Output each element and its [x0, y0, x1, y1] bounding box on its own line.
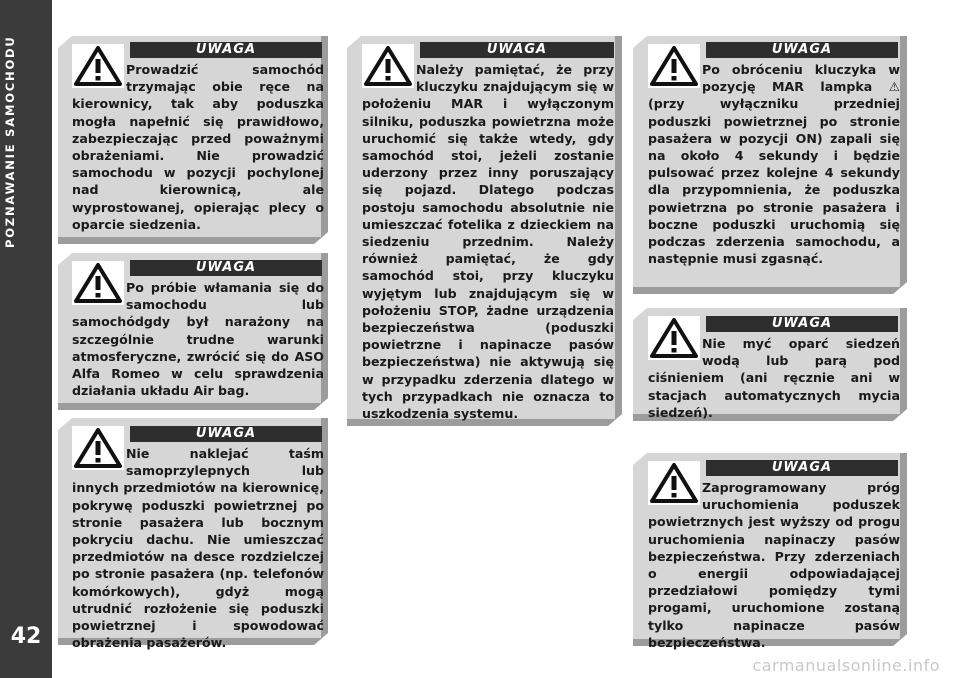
- warning-text: Prowadzić samochód trzymając obie ręce na kierownicy, tak aby poduszka mogła napełnić się prawidłowo, zabezpieczając przed poważnymi obrażeniami. Nie prowadzić samochodu w pozycji pochylonej nad kierownicą, ale wyprostowanej, opierając plecy o oparcie siedzenia.: [72, 62, 324, 232]
- warning-heading: UWAGA: [706, 316, 898, 332]
- warning-text: Po obróceniu kluczyka w pozycję MAR lampka ⚠ (przy wyłączniku przedniej poduszki powietrznej po stronie pasażera w pozycji ON) zapali się na około 4 sekundy i będzie pulsować przez kolejne 4 sekundy dla przypomnienia, że poduszka powietrzna po stronie pasażera i boczne poduszki uruchomią się podczas zderzenia samochodu, a następnie musi zgasnąć.: [648, 62, 900, 267]
- warning-heading: UWAGA: [706, 460, 898, 476]
- watermark: carmanualsonline.info: [752, 656, 940, 675]
- warning-heading: UWAGA: [130, 42, 322, 58]
- warning-heading: UWAGA: [130, 426, 322, 442]
- warning-text: Nie myć oparć siedzeń wodą lub parą pod ciśnieniem (ani ręcznie ani w stacjach automatycznych mycia siedzeń).: [648, 336, 900, 420]
- side-strip: [0, 0, 52, 678]
- section-title: POZNAWANIE SAMOCHODU: [3, 35, 17, 248]
- warning-text: Po próbie włamania się do samochodu lub samochódgdy był narażony na szczególnie trudne warunki atmosferyczne, zwrócić się do ASO Alfa Romeo w celu sprawdzenia działania układu Air bag.: [72, 280, 324, 399]
- warning-text: Należy pamiętać, że przy kluczyku znajdującym się w położeniu MAR i wyłączonym silniku, poduszka powietrzna może uruchomić się także wtedy, gdy samochód stoi, jeżeli zostanie uderzony przez inny poruszający się pojazd. Dlatego podczas postoju samochodu absolutnie nie umieszczać fotelika z dzieckiem na siedzeniu przednim. Należy również pamiętać, że gdy samochód stoi, przy kluczyku wyjętym lub znajdującym się w położeniu STOP, żadne urządzenia bezpieczeństwa (poduszki powietrzne i napinacze pasów bezpieczeństwa) nie aktywują się w przypadku zderzenia dlatego w tych przypadkach nie oznacza to uszkodzenia systemu.: [362, 62, 614, 422]
- warning-text: Zaprogramowany próg uruchomienia poduszek powietrznych jest wyższy od progu uruchomienia napinaczy pasów bezpieczeństwa. Przy zderzeniach o energii odpowiadającej przedziałowi pomiędzy tymi progami, uruchomione zostaną tylko napinacze pasów bezpieczeństwa.: [648, 480, 900, 650]
- page-number: 42: [10, 624, 42, 649]
- warning-heading: UWAGA: [706, 42, 898, 58]
- warning-heading: UWAGA: [130, 260, 322, 276]
- warning-text: Nie naklejać taśm samoprzylepnych lub innych przedmiotów na kierownicę, pokrywę poduszki powietrznej po stronie pasażera lub bocznym pokryciu dachu. Nie umieszczać przedmiotów na desce rozdzielczej po stronie pasażera (np. telefonów komórkowych), gdyż mogą utrudnić rozłożenie się poduszki powietrznej i spowodować obrażenia pasażerów.: [72, 446, 324, 651]
- warning-heading: UWAGA: [420, 42, 614, 58]
